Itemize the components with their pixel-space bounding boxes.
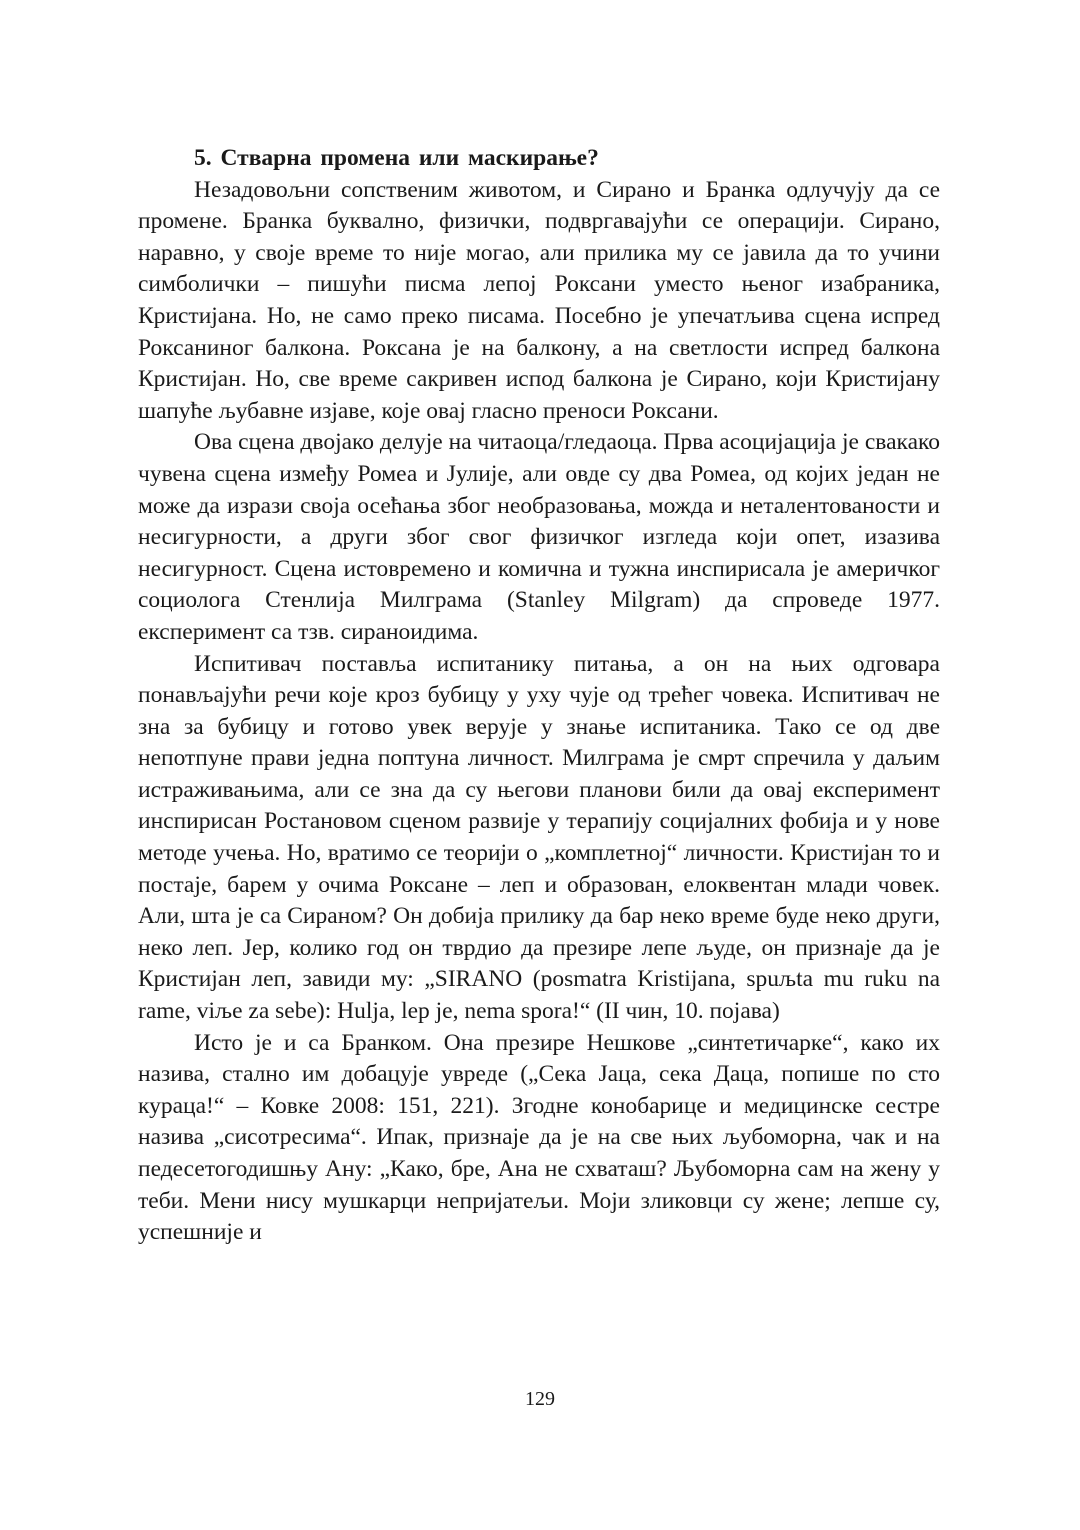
page-number: 129: [525, 1388, 555, 1410]
paragraph-4: Исто је и са Бранком. Она презире Нешкове „синтетичарке“, како их назива, стално им добацује увреде („Сека Јаца, сека Даца, попише по сто кураца!“ – Ковке 2008: 151, 221). Згодне конобарице и медицинске сестре назива „сисотресима“. Ипак, признаје да је на све њих љубоморна, чак и на педесетогодишњу Ану: „Како, бре, Ана не схваташ? Љубоморна сам на жену у теби. Мени нису мушкарци непријатељи. Моји зликовци су жене; лепше су, успешније и: [138, 1029, 940, 1246]
paragraph-3: Испитивач поставља испитанику питања, а он на њих одговара понављајући речи које кроз бубицу у уху чује од трећег човека. Испитивач не зна за бубицу и готово увек верује у знање испитаника. Тако се од две непотпуне прави једна поптуна личност. Милграма је смрт спречила у даљим истраживањима, али се зна да су његови планови били да овај експеримент инспирисан Ростановом сценом развије у терапију социјалних фобија и у нове методе учења. Но, вратимо се теорији о „комплетној“ личности. Кристијан то и постаје, барем у очима Роксане – леп и образован, елоквентан млади човек. Али, шта је са Сираном? Он добија прилику да бар неко време буде неко други, неко леп. Јер, колико год он тврдио да презире лепе људе, он признаје да је Кристијан леп, завиди му: „SIRANO (posmatra Kristijana, spuљta mu ruku na rame, viљe za sebe): Hulja, lep je, nema spora!“ (II чин, 10. појава): [138, 650, 940, 1025]
paragraph-2: Ова сцена двојако делује на читаоца/гледаоца. Прва асоцијација је свакако чувена сцена између Ромеа и Јулије, али овде су два Ромеа, од којих један не може да изрази своја осећања због необразовања, можда и неталентованости и несигурности, а други због свог физичког изгледа који опет, изазива несигурност. Сцена истовремено и комична и тужна инспирисала је америчког социолога Стенлија Милграма (Stanley Milgram) да спроведе 1977. експеримент са тзв. сираноидима.: [138, 429, 940, 645]
section-heading: 5. Стварна промена или маскирање?: [194, 145, 599, 171]
page-body: [138, 143, 940, 1249]
paragraph-1: Незадовољни сопственим животом, и Сирано и Бранка одлучују да се промене. Бранка буквално, физички, подвргавајући се операцији. Сирано, наравно, у своје време то није могао, али прилика му се јавила да то учини симболички – пишући писма лепој Роксани уместо њеног изабраника, Кристијана. Но, не само преко писама. Посебно је упечатљива сцена испред Роксаниног балкона. Роксана је на балкону, а на светлости испред балкона Кристијан. Но, све време сакривен испод балкона је Сирано, који Кристијану шапуће љубавне изјаве, које овај гласно преноси Роксани.: [138, 176, 940, 424]
